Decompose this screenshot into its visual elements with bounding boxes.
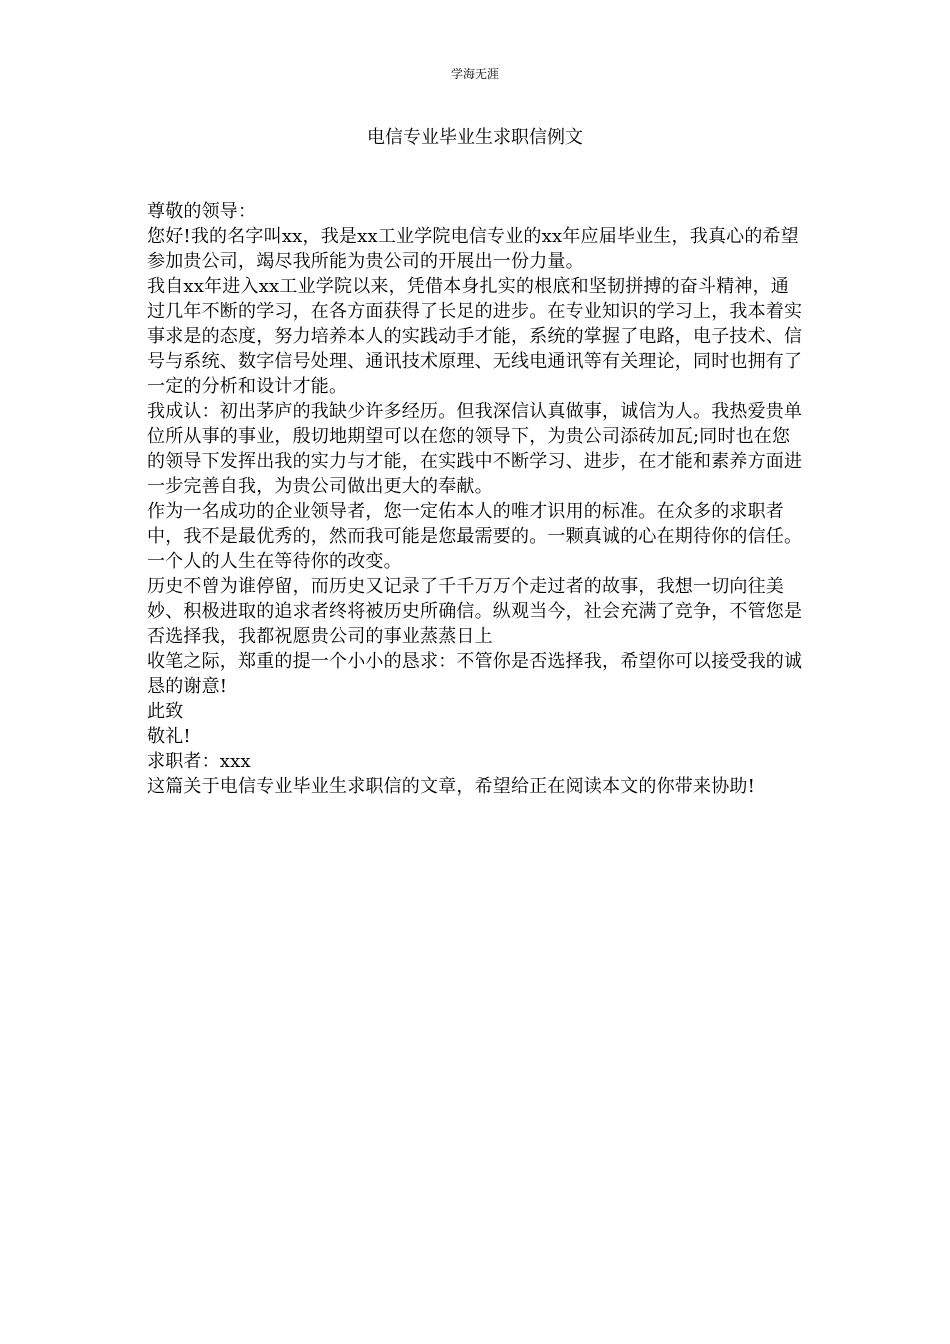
document-title: 电信专业毕业生求职信例文 bbox=[367, 127, 583, 148]
paragraph-attitude: 我成认：初出茅庐的我缺少许多经历。但我深信认真做事，诚信为人。我热爱贵单位所从事的事业，殷切地期望可以在您的领导下，为贵公司添砖加瓦;同时也在您的领导下发挥出我的实力与才能，在实践中不断学习、进步，在才能和素养方面进一步完善自我，为贵公司做出更大的奉献。 bbox=[147, 401, 803, 497]
closing-line-1: 此致 bbox=[147, 701, 184, 722]
closing-line-2: 敬礼! bbox=[147, 726, 191, 747]
salutation: 尊敬的领导： bbox=[147, 201, 257, 222]
footer-note: 这篇关于电信专业毕业生求职信的文章，希望给正在阅读本文的你带来协助! bbox=[147, 776, 756, 797]
paragraph-standards: 作为一名成功的企业领导者，您一定佑本人的唯才识用的标准。在众多的求职者中，我不是最优秀的，然而我可能是您最需要的。一颗真诚的心在期待你的信任。一个人的人生在等待你的改变。 bbox=[147, 501, 803, 572]
page-header: 学海无涯 bbox=[450, 67, 499, 81]
paragraph-history: 历史不曾为谁停留，而历史又记录了千千万万个走过者的故事，我想一切向往美妙、积极进取的追求者终将被历史所确信。纵观当今，社会充满了竞争，不管您是否选择我，我都祝愿贵公司的事业蒸蒸日上 bbox=[147, 576, 803, 647]
paragraph-closing-request: 收笔之际，郑重的提一个小小的恳求：不管你是否选择我，希望你可以接受我的诚恳的谢意! bbox=[147, 651, 803, 697]
letter-body bbox=[147, 199, 807, 799]
paragraph-greeting: 您好!我的名字叫xx，我是xx工业学院电信专业的xx年应届毕业生，我真心的希望参加贵公司，竭尽我所能为贵公司的开展出一份力量。 bbox=[147, 226, 799, 272]
paragraph-education: 我自xx年进入xx工业学院以来，凭借本身扎实的根底和坚韧拼搏的奋斗精神，通过几年不断的学习，在各方面获得了长足的进步。在专业知识的学习上，我本着实事求是的态度，努力培养本人的实践动手才能，系统的掌握了电路，电子技术、信号与系统、数字信号处理、通讯技术原理、无线电通讯等有关理论，同时也拥有了一定的分析和设计才能。 bbox=[147, 276, 803, 397]
signature: 求职者：xxx bbox=[147, 751, 251, 772]
